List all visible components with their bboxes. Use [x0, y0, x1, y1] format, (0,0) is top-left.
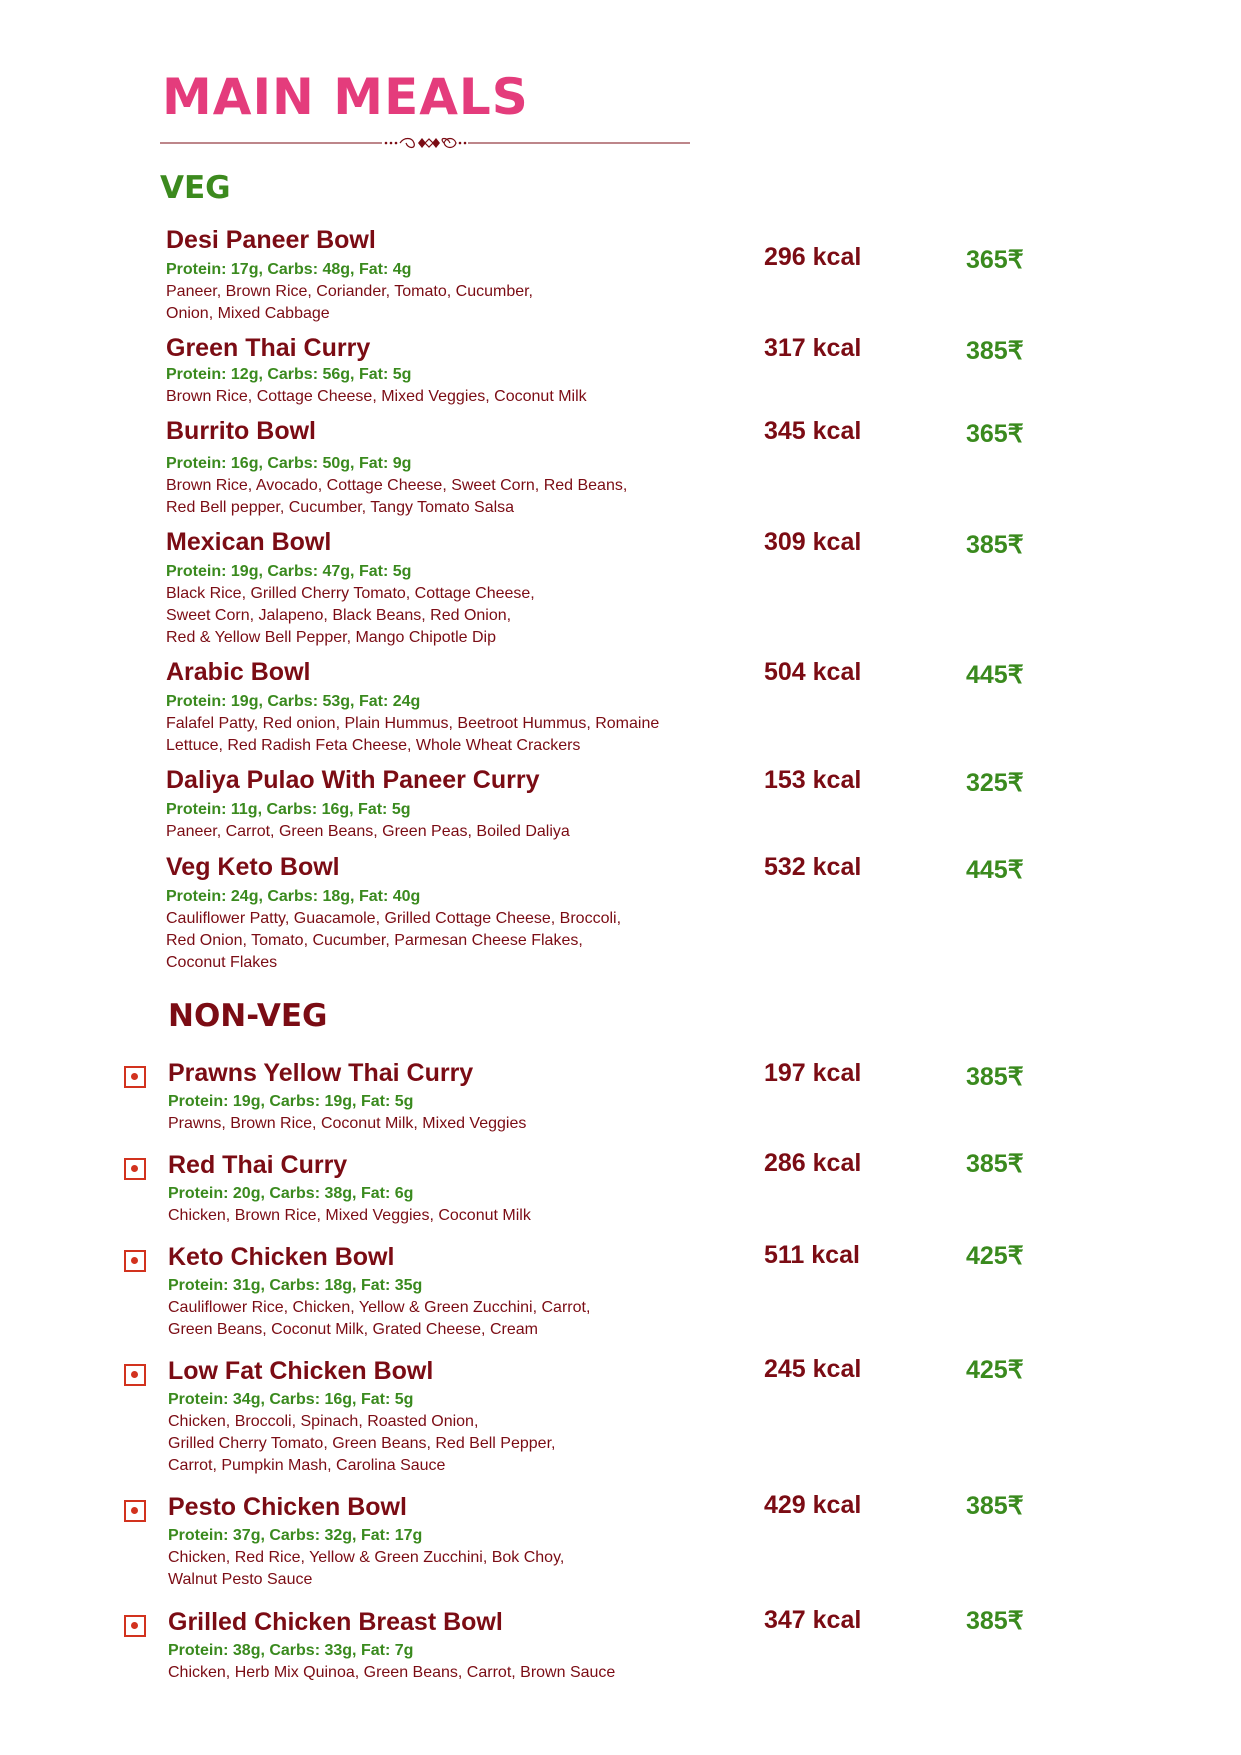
- menu-item-calories: 245 kcal: [764, 1355, 862, 1383]
- menu-item-name: Red Thai Curry: [168, 1151, 348, 1179]
- menu-item-name: Arabic Bowl: [166, 658, 311, 686]
- ingredients-line: Paneer, Carrot, Green Beans, Green Peas, Boiled Daliya: [166, 823, 570, 840]
- menu-item-macros: Protein: 37g, Carbs: 32g, Fat: 17g: [168, 1527, 423, 1544]
- menu-item-name: Burrito Bowl: [166, 417, 316, 445]
- menu-item-name: Keto Chicken Bowl: [168, 1243, 395, 1271]
- menu-item-macros: Protein: 19g, Carbs: 47g, Fat: 5g: [166, 563, 412, 580]
- menu-item-ingredients: [168, 1297, 728, 1341]
- menu-item-macros: Protein: 20g, Carbs: 38g, Fat: 6g: [168, 1185, 414, 1202]
- menu-item-price: 385₹: [966, 337, 1024, 365]
- menu-item-macros: Protein: 19g, Carbs: 53g, Fat: 24g: [166, 693, 421, 710]
- non-veg-symbol-icon: [124, 1615, 146, 1637]
- veg-heading: VEG: [160, 170, 231, 206]
- menu-item-price: 445₹: [966, 856, 1024, 884]
- menu-item-name: Desi Paneer Bowl: [166, 226, 376, 254]
- ingredients-line: Red Onion, Tomato, Cucumber, Parmesan Cheese Flakes,: [166, 932, 583, 949]
- menu-item-price: 385₹: [966, 1150, 1024, 1178]
- ingredients-line: Red & Yellow Bell Pepper, Mango Chipotle Dip: [166, 629, 496, 646]
- ingredients-line: Green Beans, Coconut Milk, Grated Cheese, Cream: [168, 1321, 538, 1338]
- menu-item-calories: 286 kcal: [764, 1149, 862, 1177]
- ingredients-line: Sweet Corn, Jalapeno, Black Beans, Red Onion,: [166, 607, 512, 624]
- menu-item-name: Daliya Pulao With Paneer Curry: [166, 766, 540, 794]
- ingredients-line: Falafel Patty, Red onion, Plain Hummus, Beetroot Hummus, Romaine: [166, 715, 660, 732]
- menu-item-ingredients: [168, 1205, 728, 1227]
- menu-item-price: 385₹: [966, 1607, 1024, 1635]
- menu-item-macros: Protein: 17g, Carbs: 48g, Fat: 4g: [166, 261, 412, 278]
- menu-item-price: 325₹: [966, 769, 1024, 797]
- ingredients-line: Brown Rice, Avocado, Cottage Cheese, Sweet Corn, Red Beans,: [166, 477, 628, 494]
- menu-item-calories: 309 kcal: [764, 528, 862, 556]
- menu-item-ingredients: [166, 583, 726, 649]
- menu-item-calories: 511 kcal: [764, 1241, 860, 1269]
- menu-item-macros: Protein: 19g, Carbs: 19g, Fat: 5g: [168, 1093, 414, 1110]
- ingredients-line: Cauliflower Patty, Guacamole, Grilled Cottage Cheese, Broccoli,: [166, 910, 622, 927]
- menu-item-price: 365₹: [966, 246, 1024, 274]
- menu-item-ingredients: [168, 1411, 728, 1477]
- menu-item-calories: 296 kcal: [764, 243, 862, 271]
- menu-item-ingredients: [166, 821, 726, 843]
- menu-item-ingredients: [168, 1547, 728, 1591]
- menu-item-macros: Protein: 31g, Carbs: 18g, Fat: 35g: [168, 1277, 423, 1294]
- ingredients-line: Red Bell pepper, Cucumber, Tangy Tomato Salsa: [166, 499, 515, 516]
- menu-item-calories: 197 kcal: [764, 1059, 862, 1087]
- menu-item-macros: Protein: 12g, Carbs: 56g, Fat: 5g: [166, 366, 412, 383]
- menu-item-price: 385₹: [966, 1492, 1024, 1520]
- non-veg-symbol-icon: [124, 1158, 146, 1180]
- non-veg-symbol-icon: [124, 1364, 146, 1386]
- ingredients-line: Walnut Pesto Sauce: [168, 1571, 313, 1588]
- menu-item-name: Mexican Bowl: [166, 528, 332, 556]
- menu-item-ingredients: [168, 1113, 728, 1135]
- menu-item-price: 365₹: [966, 420, 1024, 448]
- menu-item-name: Pesto Chicken Bowl: [168, 1493, 407, 1521]
- ingredients-line: Prawns, Brown Rice, Coconut Milk, Mixed Veggies: [168, 1115, 527, 1132]
- page-title: MAIN MEALS: [162, 68, 529, 126]
- ingredients-line: Chicken, Brown Rice, Mixed Veggies, Coconut Milk: [168, 1207, 531, 1224]
- menu-item-price: 425₹: [966, 1356, 1024, 1384]
- nonveg-heading: NON-VEG: [168, 998, 328, 1034]
- ingredients-line: Paneer, Brown Rice, Coriander, Tomato, Cucumber,: [166, 283, 533, 300]
- menu-item-ingredients: [166, 713, 726, 757]
- ingredients-line: Onion, Mixed Cabbage: [166, 305, 330, 322]
- menu-item-name: Low Fat Chicken Bowl: [168, 1357, 434, 1385]
- menu-item-name: Veg Keto Bowl: [166, 853, 340, 881]
- ingredients-line: Chicken, Red Rice, Yellow & Green Zucchini, Bok Choy,: [168, 1549, 565, 1566]
- menu-item-calories: 345 kcal: [764, 417, 862, 445]
- ingredients-line: Coconut Flakes: [166, 954, 278, 971]
- menu-item-calories: 153 kcal: [764, 766, 862, 794]
- menu-item-name: Prawns Yellow Thai Curry: [168, 1059, 474, 1087]
- non-veg-symbol-icon: [124, 1500, 146, 1522]
- menu-item-calories: 429 kcal: [764, 1491, 862, 1519]
- menu-item-macros: Protein: 38g, Carbs: 33g, Fat: 7g: [168, 1642, 414, 1659]
- ornamental-divider: [160, 135, 690, 151]
- menu-item-calories: 532 kcal: [764, 853, 862, 881]
- menu-item-price: 425₹: [966, 1242, 1024, 1270]
- ingredients-line: Brown Rice, Cottage Cheese, Mixed Veggies, Coconut Milk: [166, 388, 587, 405]
- ingredients-line: Black Rice, Grilled Cherry Tomato, Cottage Cheese,: [166, 585, 535, 602]
- ingredients-line: Grilled Cherry Tomato, Green Beans, Red Bell Pepper,: [168, 1435, 556, 1452]
- menu-item-macros: Protein: 24g, Carbs: 18g, Fat: 40g: [166, 888, 421, 905]
- non-veg-symbol-icon: [124, 1250, 146, 1272]
- menu-item-macros: Protein: 34g, Carbs: 16g, Fat: 5g: [168, 1391, 414, 1408]
- menu-item-ingredients: [166, 475, 726, 519]
- menu-item-price: 445₹: [966, 661, 1024, 689]
- ingredients-line: Lettuce, Red Radish Feta Cheese, Whole Wheat Crackers: [166, 737, 581, 754]
- menu-item-macros: Protein: 16g, Carbs: 50g, Fat: 9g: [166, 455, 412, 472]
- ingredients-line: Carrot, Pumpkin Mash, Carolina Sauce: [168, 1457, 446, 1474]
- ingredients-line: Chicken, Broccoli, Spinach, Roasted Onion,: [168, 1413, 479, 1430]
- menu-item-calories: 317 kcal: [764, 334, 862, 362]
- menu-item-ingredients: [168, 1662, 728, 1684]
- non-veg-symbol-icon: [124, 1066, 146, 1088]
- ingredients-line: Cauliflower Rice, Chicken, Yellow & Green Zucchini, Carrot,: [168, 1299, 591, 1316]
- menu-item-name: Green Thai Curry: [166, 334, 371, 362]
- menu-item-ingredients: [166, 908, 726, 974]
- menu-item-calories: 504 kcal: [764, 658, 862, 686]
- menu-item-price: 385₹: [966, 531, 1024, 559]
- menu-item-name: Grilled Chicken Breast Bowl: [168, 1608, 503, 1636]
- ingredients-line: Chicken, Herb Mix Quinoa, Green Beans, Carrot, Brown Sauce: [168, 1664, 616, 1681]
- menu-item-ingredients: [166, 386, 726, 408]
- menu-item-price: 385₹: [966, 1063, 1024, 1091]
- menu-item-macros: Protein: 11g, Carbs: 16g, Fat: 5g: [166, 801, 411, 818]
- menu-item-calories: 347 kcal: [764, 1606, 862, 1634]
- menu-item-ingredients: [166, 281, 726, 325]
